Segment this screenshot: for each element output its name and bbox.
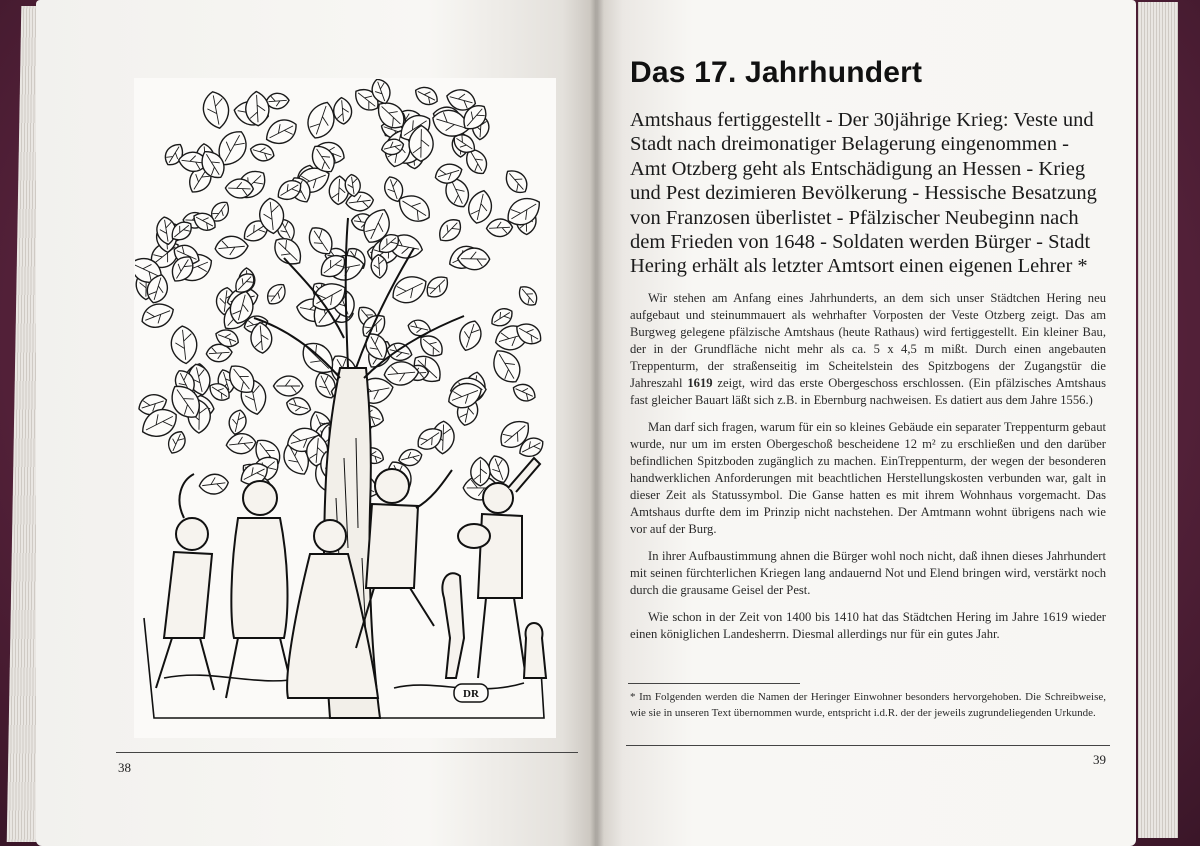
footnote: * Im Folgenden werden die Namen der Heringer Einwohner besonders hervorgehoben. Die Schreibweise, wie sie in unseren Text übernommen wurde, entspricht i.d.R. der der jeweils zugrundeliegenden Urkunde. [630, 691, 1106, 719]
paragraph [630, 548, 1106, 599]
chapter-title: Das 17. Jahrhundert [630, 56, 923, 89]
chapter-summary: Amtshaus fertiggestellt - Der 30jährige Krieg: Veste und Stadt nach dreimonatiger Belagerung eingenommen - Amt Otzberg geht als Entschädigung an Hessen - Krieg und Pest dezimieren Bevölkerung - Hessische Besatzung von Franzosen überlistet - Pfälzischer Neubeginn nach dem Frieden von 1648 - Soldaten werden Bürger - Stadt Hering erhält als letzter Amtsort einen eigenen Lehrer * [630, 109, 1097, 278]
paragraph-text: zeigt, wird das erste Obergeschoss erschlossen. (Ein pfälzisches Amtshaus fast gleicher Bauart läßt sich z.B. in Ebernburg nachweisen. Es datiert aus dem Jahre 1556.) [630, 376, 1106, 407]
paragraph [630, 290, 1106, 409]
page-number-left: 38 [118, 760, 131, 775]
monogram-tablet [454, 684, 488, 702]
year-emphasis: 1619 [687, 376, 713, 390]
footer-rule-right [626, 745, 1110, 746]
book-gutter [590, 0, 604, 846]
svg-text:DR: DR [463, 688, 479, 700]
body-text [630, 290, 1106, 653]
woodcut-tree-dancers-illustration [134, 78, 556, 738]
paragraph-text: Wir stehen am Anfang eines Jahrhunderts, an dem sich unser Städtchen Hering neu aufgebaut und steinummauert als wehrhafter Vorposten der Veste Otzberg zeigt. Das am Burgweg gelegene pfälzische Amtshaus (heute Rathaus) wird fertiggestellt. Ein kleiner Bau, der in der Grundfläche nicht mehr als ca. 5 x 4,5 m mißt. Durch einen angebauten Treppenturm, der straßenseitig im Scheitelstein des Spitzbogens der Zugangstür die Jahreszahl [630, 291, 1106, 390]
page-edges-right [1138, 2, 1178, 838]
paragraph [630, 609, 1106, 643]
page-number-right: 39 [1093, 752, 1106, 767]
paragraph-text: Wie schon in der Zeit von 1400 bis 1410 hat das Städtchen Hering im Jahre 1619 wieder einen königlichen Landesherrn. Diesmal allerdings nur für ein gutes Jahr. [630, 610, 1106, 641]
footnote-rule [628, 683, 800, 684]
footer-rule-left [116, 752, 578, 753]
paragraph-text: Man darf sich fragen, warum für ein so kleines Gebäude ein separater Treppenturm gebaut wurde, nur um im ersten Obergeschoß bescheidene 12 m² zu erschließen und den darüber befindlichen Spitzboden zugänglich zu machen. EinTreppenturm, der wegen der besonderen handwerklichen Anforderungen mit beachtlichen Herstellungskosten verbunden war, galt in dieser Zeit als Statussymbol. Die Ganse hatten es mit ihrem Wohnhaus vorgemacht. Das Amtshaus durfte dem im Prinzip nicht nachstehen. Der Amtmann wohnt übrigens nach wie vor auf der Burg. [630, 420, 1106, 536]
paragraph-text: In ihrer Aufbaustimmung ahnen die Bürger wohl noch nicht, daß ihnen dieses Jahrhundert mit seinen fürchterlichen Kriegen lang andauernd Not und Elend bringen wird, verstärkt noch durch die grausame Geisel der Pest. [630, 549, 1106, 597]
paragraph [630, 419, 1106, 538]
